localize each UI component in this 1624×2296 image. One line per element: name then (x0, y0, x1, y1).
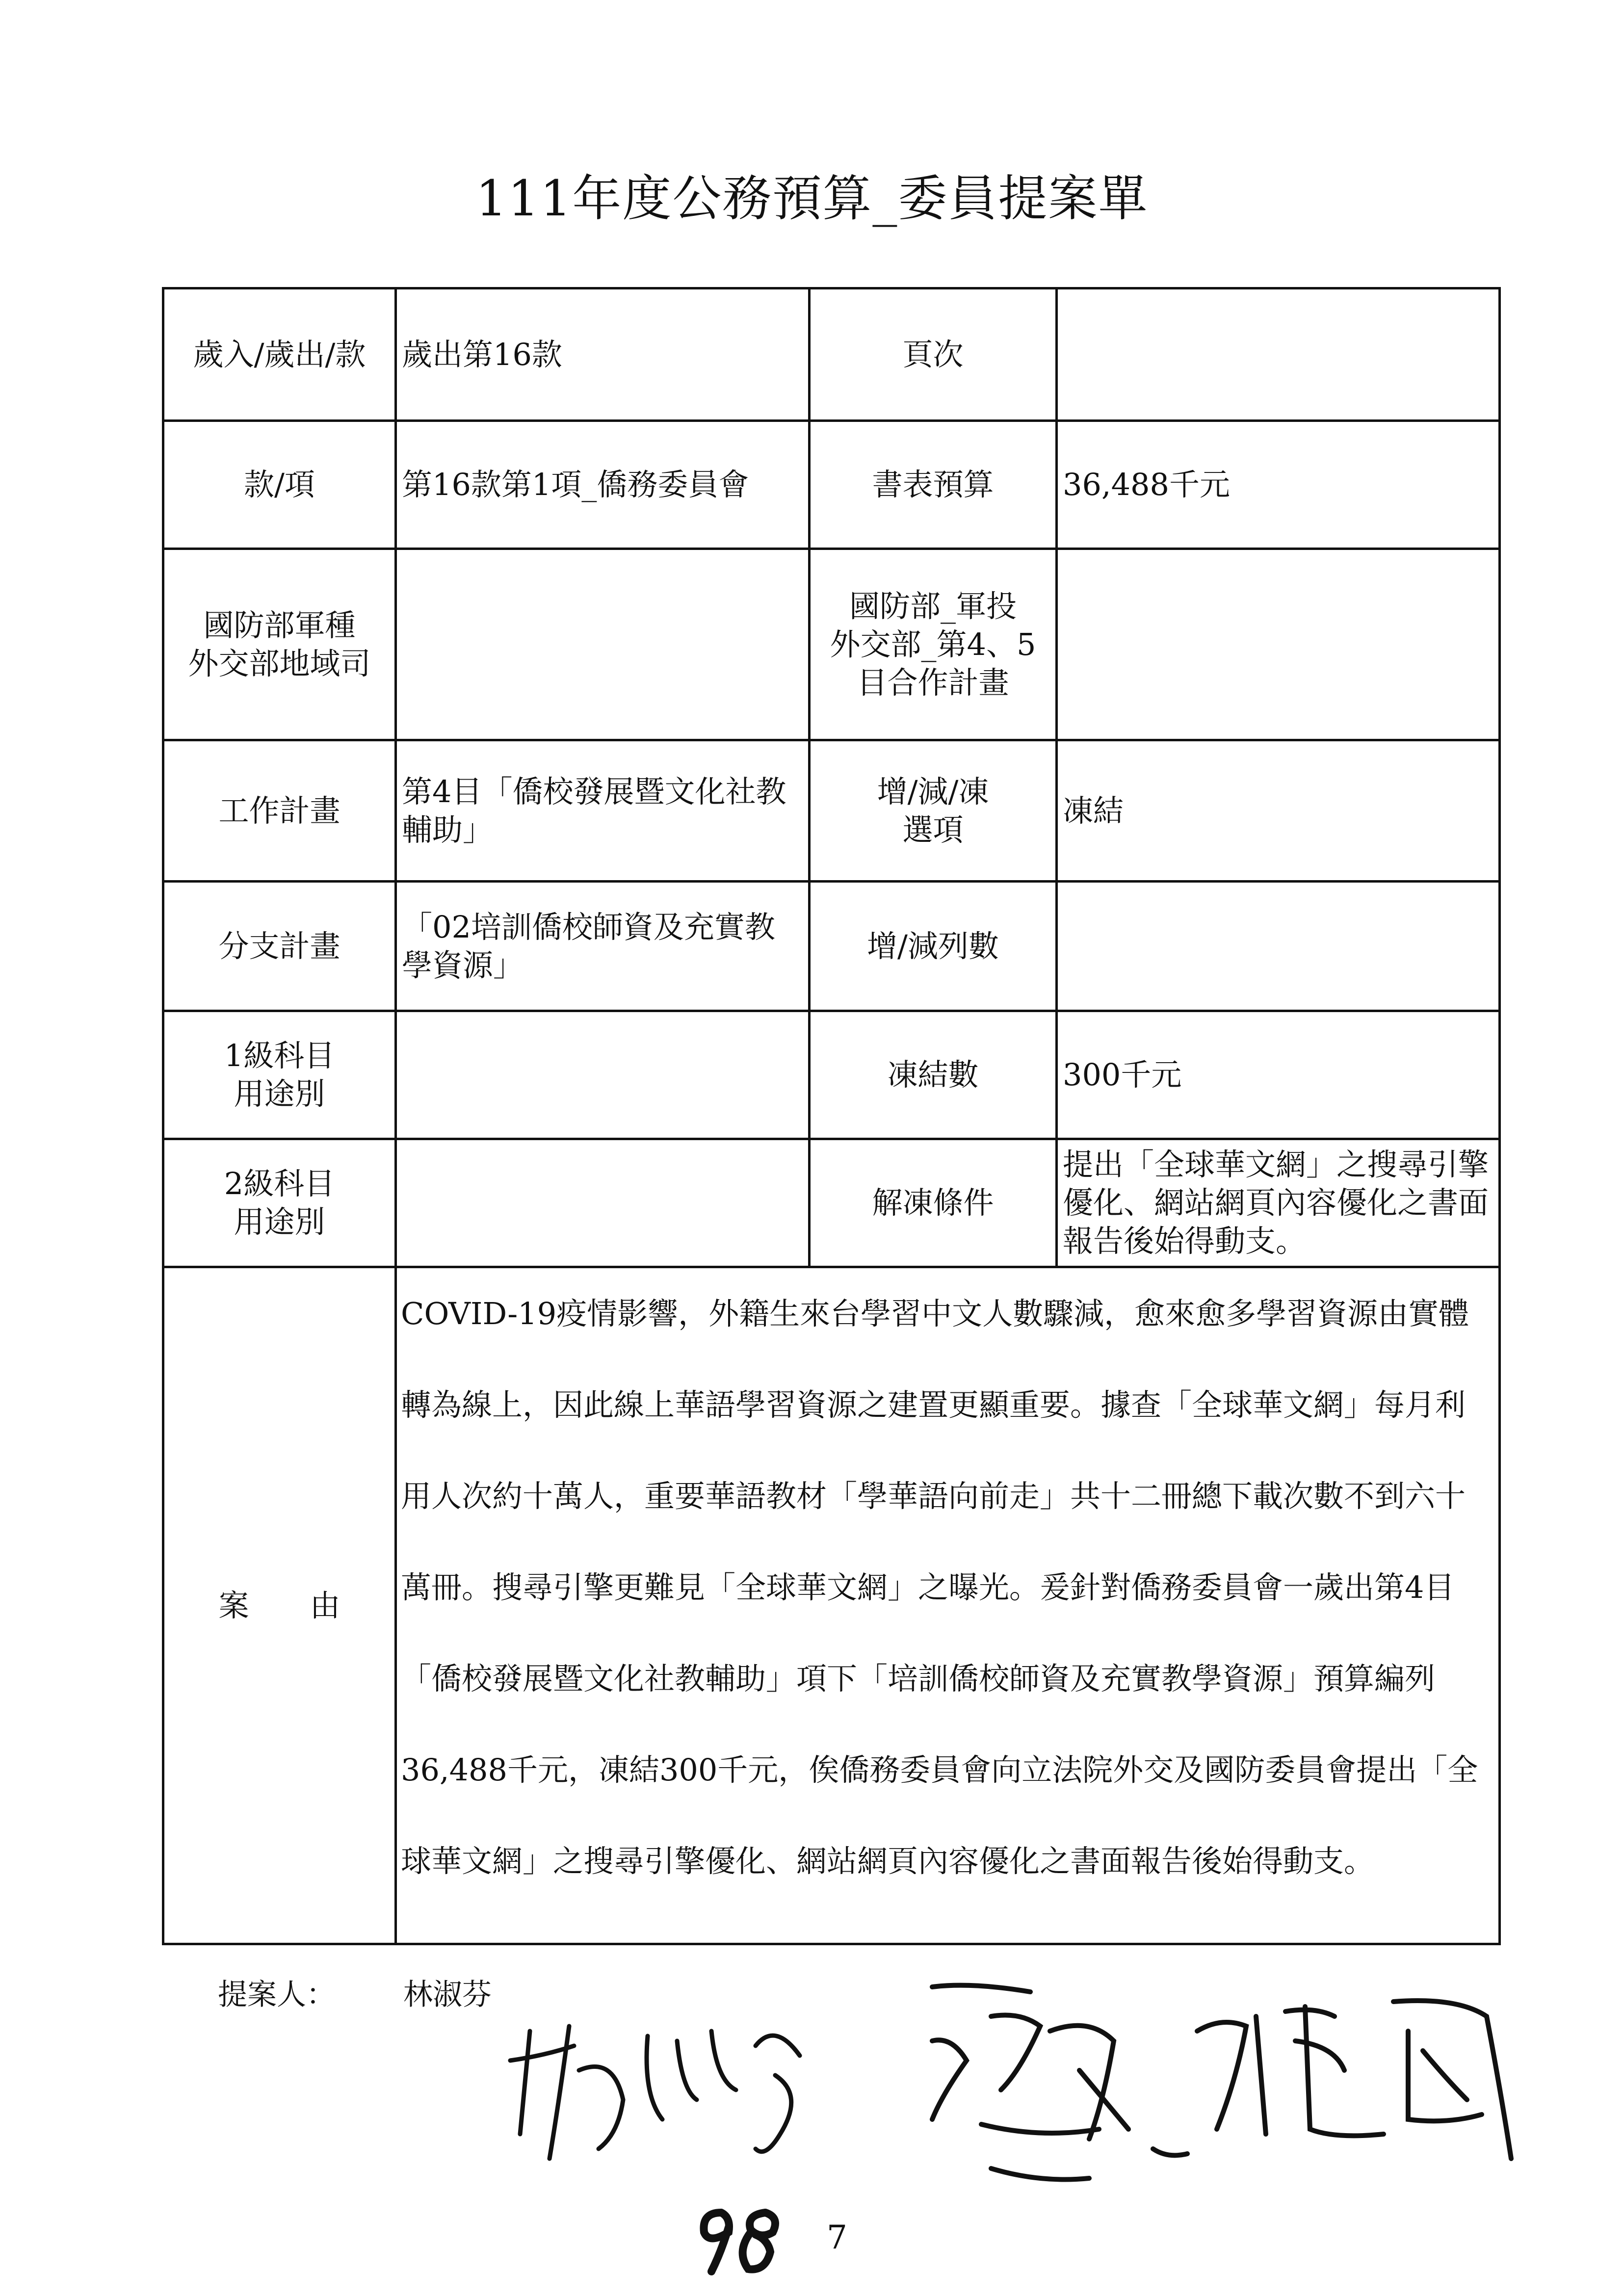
field-label: 2級科目 用途別 (163, 1139, 396, 1267)
field-value: 300千元 (1057, 1011, 1500, 1139)
field-value (396, 1011, 810, 1139)
form-row (163, 740, 1500, 882)
form-row (163, 421, 1500, 549)
proposal-form-table (162, 287, 1501, 1945)
field-value: 提出「全球華文網」之搜尋引擎優化、網站網頁內容優化之書面報告後始得動支。 (1057, 1139, 1500, 1267)
field-label: 工作計畫 (163, 740, 396, 882)
field-value (396, 549, 810, 740)
field-label: 歲入/歲出/款 (163, 288, 396, 421)
proposer-label: 提案人： (218, 1978, 336, 2012)
case-label: 案 由 (163, 1267, 396, 1944)
field-value: 36,488千元 (1057, 421, 1500, 549)
field-value: 第4目「僑校發展暨文化社教輔助」 (396, 740, 810, 882)
field-value (1057, 882, 1500, 1011)
field-value (396, 1139, 810, 1267)
field-label: 分支計畫 (163, 882, 396, 1011)
field-label: 1級科目 用途別 (163, 1011, 396, 1139)
field-label: 解凍條件 (810, 1139, 1057, 1267)
field-label: 款/項 (163, 421, 396, 549)
field-label: 增/減/凍 選項 (810, 740, 1057, 882)
field-label: 凍結數 (810, 1011, 1057, 1139)
field-value: 凍結 (1057, 740, 1500, 882)
form-row (163, 549, 1500, 740)
field-label: 國防部_軍投 外交部_第4、5 目合作計畫 (810, 549, 1057, 740)
signatures-handwritten (500, 1972, 1619, 2247)
signature-lin-shu-fen (510, 2026, 800, 2159)
page-title: 111年度公務預算_委員提案單 (475, 170, 1149, 227)
page-number: 7 (827, 2218, 847, 2256)
case-section (163, 1267, 1500, 1944)
form-row (163, 1011, 1500, 1139)
field-label: 增/減列數 (810, 882, 1057, 1011)
form-row (163, 288, 1500, 421)
case-row (163, 1267, 1500, 1944)
field-value: 第16款第1項_僑務委員會 (396, 421, 810, 549)
field-value: 歲出第16款 (396, 288, 810, 421)
field-label: 頁次 (810, 288, 1057, 421)
field-value (1057, 549, 1500, 740)
proposer-name: 林淑芬 (403, 1978, 492, 2012)
field-label: 國防部軍種 外交部地域司 (163, 549, 396, 740)
form-row (163, 1139, 1500, 1267)
field-label: 書表預算 (810, 421, 1057, 549)
form-rows (163, 288, 1500, 1267)
signature-jiang-yong-chang (932, 1985, 1128, 2180)
field-value (1057, 288, 1500, 421)
form-row (163, 882, 1500, 1011)
case-text: COVID-19疫情影響，外籍生來台學習中文人數驟減，愈來愈多學習資源由實體轉為線上，因此線上華語學習資源之建置更顯重要。據查「全球華文網」每月利用人次約十萬人，重要華語教材「學華語向前走」共十二冊總下載次數不到六十萬冊。搜尋引擎更難見「全球華文網」之曝光。爰針對僑務委員會一歲出第4目「僑校發展暨文化社教輔助」項下「培訓僑校師資及充實教學資源」預算編列36,488千元，凍結300千元，俟僑務委員會向立法院外交及國防委員會提出「全球華文網」之搜尋引擎優化、網站網頁內容優化之書面報告後始得動支。 (396, 1267, 1500, 1944)
handwritten-number (687, 2198, 795, 2276)
field-value: 「02培訓僑校師資及充實教學資源」 (396, 882, 810, 1011)
signature-liu-jian-guo (1153, 2001, 1511, 2159)
